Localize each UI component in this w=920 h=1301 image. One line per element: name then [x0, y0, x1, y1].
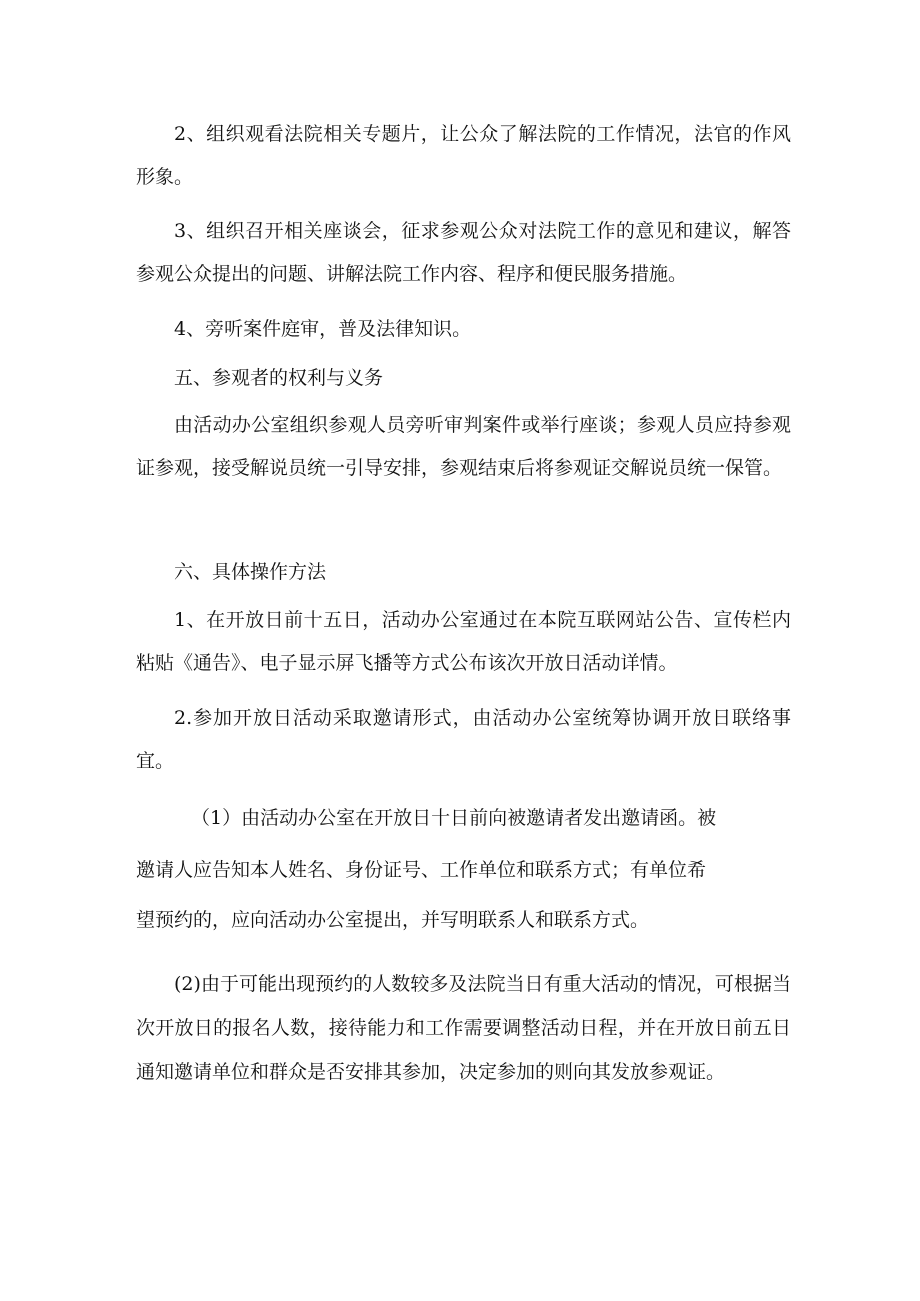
sub-item-1-line-3: 望预约的，应向活动办公室提出，并写明联系人和联系方式。 — [136, 909, 650, 931]
paragraph-step-1: 1、在开放日前十五日，活动办公室通过在本院互联网站公告、宣传栏内粘贴《通告》、电子显示屏飞播等方式公布该次开放日活动详情。 — [136, 609, 791, 674]
paragraph-item-2: 2、组织观看法院相关专题片，让公众了解法院的工作情况，法官的作风形象。 — [136, 123, 791, 188]
paragraph-item-4: 4、旁听案件庭审，普及法律知识。 — [174, 318, 472, 340]
paragraph-step-2: 2.参加开放日活动采取邀请形式，由活动办公室统筹协调开放日联络事宜。 — [136, 707, 791, 772]
sub-item-1-line-1: （1）由活动办公室在开放日十日前向被邀请者发出邀请函。被 — [191, 807, 717, 829]
sub-item-2: (2)由于可能出现预约的人数较多及法院当日有重大活动的情况，可根据当次开放日的报名人数，接待能力和工作需要调整活动日程，并在开放日前五日通知邀请单位和群众是否安排其参加，决定参加的则向其发放参观证。 — [136, 973, 791, 1083]
section-heading-6: 六、具体操作方法 — [174, 561, 327, 583]
paragraph-item-3: 3、组织召开相关座谈会，征求参观公众对法院工作的意见和建议，解答参观公众提出的问题、讲解法院工作内容、程序和便民服务措施。 — [136, 220, 791, 285]
paragraph-rights-duties: 由活动办公室组织参观人员旁听审判案件或举行座谈；参观人员应持参观证参观，接受解说员统一引导安排，参观结束后将参观证交解说员统一保管。 — [136, 414, 791, 479]
sub-item-1-line-2: 邀请人应告知本人姓名、身份证号、工作单位和联系方式；有单位希 — [136, 859, 707, 881]
section-heading-5: 五、参观者的权利与义务 — [174, 367, 384, 389]
